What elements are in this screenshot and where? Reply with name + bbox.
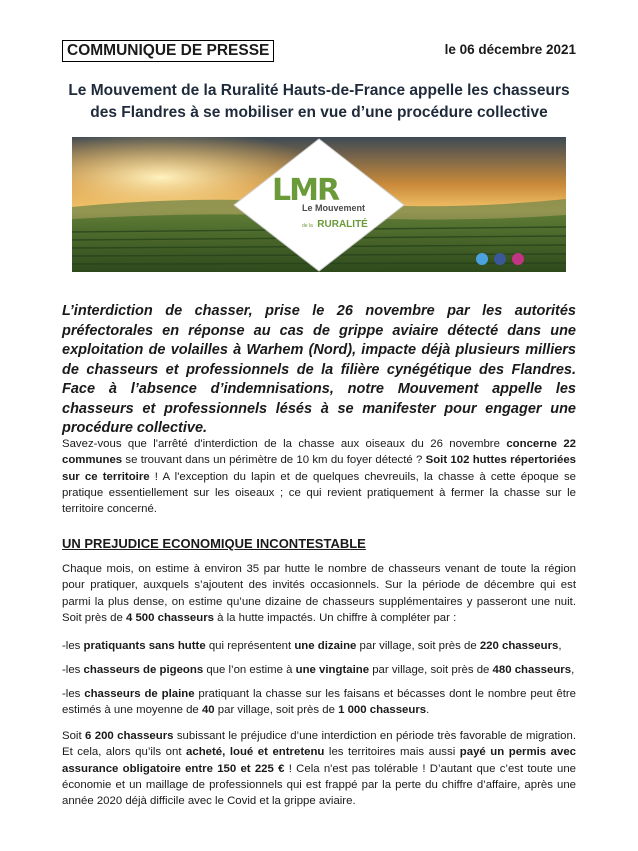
logo-text-2: RURALITÉ bbox=[317, 219, 368, 230]
emphasis: pratiquants sans hutte bbox=[83, 640, 206, 652]
emphasis: 4 500 chasseurs bbox=[125, 611, 214, 624]
text: à la hutte impactés. Un chiffre à compléter par : bbox=[213, 611, 457, 624]
logo-letters: LMR bbox=[272, 173, 339, 208]
emphasis: 480 chasseurs bbox=[492, 664, 572, 676]
document-label: COMMUNIQUE DE PRESSE bbox=[62, 40, 274, 62]
logo-text-1: Le Mouvement bbox=[302, 203, 366, 213]
text: Chaque mois, on estime à environ 35 par hutte le nombre de chasseurs venant de toute la région pour pratiquer, auxquels s’ajoutent des invités occasionnels. Sur la période de décembre qui est parmi la plus dense, on estime qu’une dizaine de chasseurs supplémentaires y passeront une nuit. Soit près de bbox=[62, 563, 576, 624]
bullet-3 bbox=[62, 686, 576, 719]
text: , bbox=[558, 640, 562, 652]
text: se trouvant dans un périmètre de 10 km du foyer détecté ? bbox=[122, 454, 426, 467]
emphasis: chasseurs de plaine bbox=[84, 688, 195, 700]
section-heading: UN PREJUDICE ECONOMIQUE INCONTESTABLE bbox=[62, 536, 366, 551]
text: Soit bbox=[62, 730, 86, 742]
emphasis: Soit 102 huttes répertoriées sur ce territoire bbox=[62, 454, 576, 483]
emphasis: chasseurs de pigeons bbox=[83, 664, 204, 676]
press-title bbox=[50, 80, 588, 124]
paragraph-2 bbox=[62, 561, 576, 626]
emphasis: 220 chasseurs bbox=[479, 640, 559, 652]
text: subissant le préjudice d’une interdiction en période très favorable de migration. Et cela, alors qu’ils ont bbox=[62, 730, 577, 759]
emphasis: une dizaine bbox=[294, 640, 357, 652]
text: . bbox=[426, 704, 430, 717]
text: qui représentent bbox=[205, 640, 295, 652]
bullet-2 bbox=[62, 662, 576, 678]
text: ! Cela n'est pas tolérable ! D’autant que c’est toute une économie et un maillage de professionnels qui est frappé par la perte du chiffre d’affaire, après une année 2020 déjà difficile avec le Covid et la grippe aviaire. bbox=[62, 762, 576, 808]
text: -les bbox=[62, 640, 84, 652]
text: par village, soit près de bbox=[356, 640, 480, 652]
social-icons bbox=[476, 253, 524, 265]
text: les territoires mais aussi bbox=[324, 746, 460, 759]
emphasis: 1 000 chasseurs bbox=[338, 704, 427, 717]
emphasis: 6 200 chasseurs bbox=[85, 730, 174, 742]
paragraph-1 bbox=[62, 436, 576, 517]
text: Savez-vous que l'arrêté d'interdiction de la chasse aux oiseaux du 26 novembre bbox=[62, 438, 507, 450]
logo-text-small: de la bbox=[302, 223, 313, 229]
text: que l’on estime à bbox=[203, 664, 296, 676]
logo-text-2-row bbox=[302, 214, 368, 232]
paragraph-3 bbox=[62, 728, 576, 809]
title-line-1: Le Mouvement de la Ruralité Hauts-de-France appelle les chasseurs bbox=[68, 82, 570, 99]
emphasis: une vingtaine bbox=[295, 664, 370, 676]
emphasis: payé un permis avec assurance obligatoire entre 150 et 225 € bbox=[62, 746, 576, 775]
lead-paragraph: L’interdiction de chasser, prise le 26 novembre par les autorités préfectorales en réponse au cas de grippe aviaire détecté dans une exploitation de volailles à Warhem (Nord), impacte déjà plusieurs milliers de chasseurs et professionnels de la filière cynégétique des Flandres. Face à l’absence d’indemnisations, notre Mouvement appelle les chasseurs et professionnels lésés à se manifester pour engager une procédure collective. bbox=[62, 303, 576, 436]
text: -les bbox=[62, 688, 85, 700]
bullet-1 bbox=[62, 638, 576, 654]
document-date: le 06 décembre 2021 bbox=[444, 42, 576, 57]
banner-image bbox=[72, 137, 566, 272]
text: ! A l'exception du lapin et de quelques chevreuils, la chasse à cette époque se pratique essentiellement sur les oiseaux ; ce qui revient pratiquement à fermer la chasse sur le territoire concerné. bbox=[62, 470, 576, 516]
title-line-2: des Flandres à se mobiliser en vue d’une procédure collective bbox=[90, 104, 548, 121]
text: -les bbox=[62, 664, 84, 676]
text: pratiquant la chasse sur les faisans et bécasses dont le nombre peut être estimés à une moyenne de bbox=[62, 688, 576, 717]
emphasis: 40 bbox=[201, 704, 215, 717]
text: par village, soit près de bbox=[369, 664, 493, 676]
logo bbox=[272, 175, 372, 237]
emphasis: concerne 22 communes bbox=[62, 438, 577, 467]
text: par village, soit près de bbox=[214, 704, 339, 717]
text: , bbox=[571, 664, 575, 676]
emphasis: acheté, loué et entretenu bbox=[186, 746, 325, 759]
